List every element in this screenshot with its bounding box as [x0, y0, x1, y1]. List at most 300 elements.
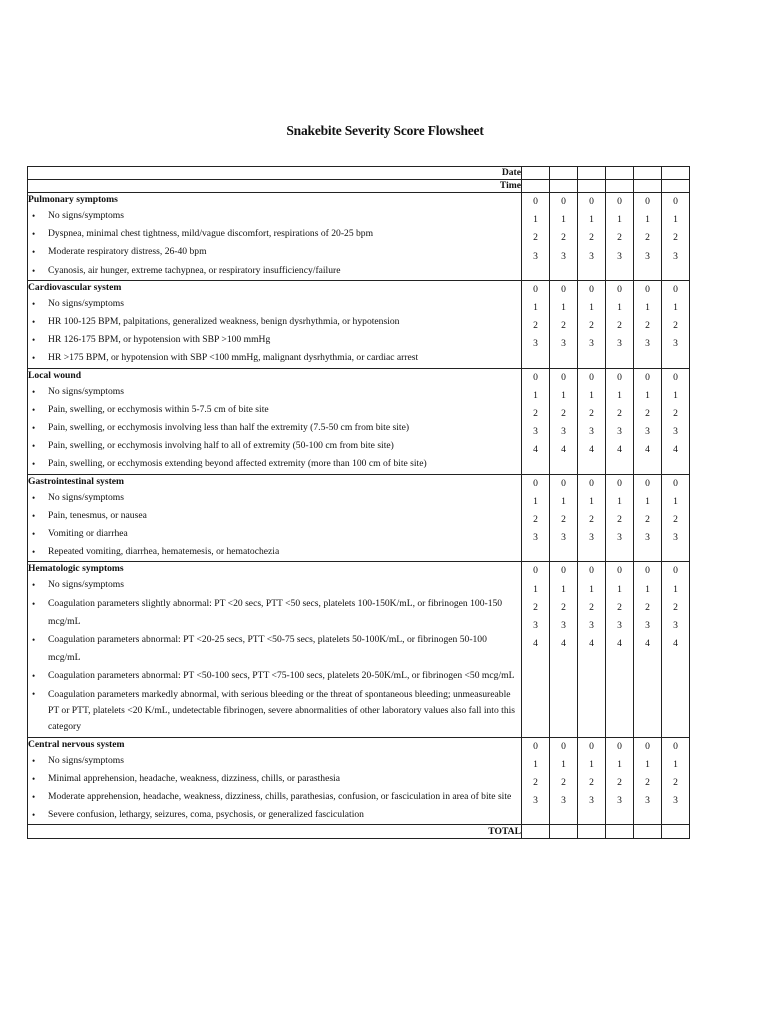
time-row — [28, 180, 690, 193]
criteria-text: No signs/symptoms — [48, 385, 124, 397]
score-option[interactable]: 2 — [589, 232, 594, 244]
date-entry-cell[interactable] — [634, 167, 662, 180]
criteria-item — [28, 243, 521, 261]
score-option[interactable]: 3 — [533, 426, 538, 438]
score-column-cell[interactable] — [550, 368, 578, 474]
score-option[interactable]: 1 — [645, 302, 650, 313]
bullet-icon: • — [32, 492, 36, 503]
time-entry-cell[interactable] — [662, 180, 690, 193]
score-option[interactable]: 2 — [673, 777, 678, 789]
score-option[interactable]: 2 — [645, 408, 650, 419]
score-column-cell[interactable] — [550, 737, 578, 825]
section-local-wound — [28, 368, 690, 474]
score-column-cell[interactable] — [606, 737, 634, 825]
score-option[interactable]: 3 — [617, 426, 622, 438]
score-column-cell[interactable] — [662, 368, 690, 474]
criteria-item — [28, 225, 521, 243]
score-option[interactable]: 3 — [533, 620, 538, 632]
score-option[interactable]: 3 — [533, 250, 538, 262]
time-label: Time — [28, 180, 522, 193]
score-option[interactable]: 0 — [589, 477, 594, 489]
bullet-icon: • — [32, 335, 36, 346]
score-option[interactable]: 0 — [533, 565, 538, 577]
bullet-icon: • — [32, 441, 36, 452]
section-criteria-cell — [28, 280, 522, 368]
score-option[interactable]: 3 — [673, 532, 678, 544]
score-option[interactable]: 4 — [561, 638, 566, 650]
score-option[interactable]: 0 — [645, 740, 650, 752]
score-option[interactable]: 1 — [561, 302, 566, 313]
score-option[interactable]: 0 — [617, 196, 622, 207]
score-option[interactable]: 0 — [533, 283, 538, 295]
score-option[interactable]: 2 — [673, 601, 678, 613]
score-option[interactable]: 4 — [589, 638, 594, 650]
score-option[interactable]: 1 — [589, 214, 594, 226]
time-entry-cell[interactable] — [578, 180, 606, 193]
score-column-cell[interactable] — [522, 368, 550, 474]
score-option[interactable]: 2 — [617, 514, 622, 526]
bullet-icon: • — [32, 792, 36, 803]
score-option[interactable]: 0 — [673, 371, 678, 383]
score-column-cell[interactable] — [578, 280, 606, 368]
score-option[interactable]: 0 — [589, 740, 594, 752]
bullet-icon: • — [32, 671, 36, 682]
date-entry-cell[interactable] — [522, 167, 550, 180]
time-entry-cell[interactable] — [522, 180, 550, 193]
score-option[interactable]: 0 — [673, 565, 678, 577]
score-option[interactable]: 1 — [589, 389, 594, 401]
criteria-text: HR 126-175 BPM, or hypotension with SBP >100 mmHg — [48, 334, 271, 346]
criteria-text: No signs/symptoms — [48, 754, 124, 766]
date-entry-cell[interactable] — [550, 167, 578, 180]
score-column-cell[interactable] — [662, 737, 690, 825]
score-option[interactable]: 0 — [617, 740, 622, 752]
score-option[interactable]: 3 — [645, 250, 650, 262]
total-entry-cell[interactable] — [550, 825, 578, 839]
score-column-cell[interactable] — [522, 474, 550, 562]
section-criteria-cell — [28, 474, 522, 562]
score-option[interactable]: 2 — [617, 320, 622, 332]
score-option[interactable]: 0 — [561, 196, 566, 207]
score-option[interactable]: 1 — [645, 389, 650, 401]
score-option[interactable]: 1 — [617, 389, 622, 401]
score-column-cell[interactable] — [634, 474, 662, 562]
section-cns — [28, 737, 690, 825]
score-option[interactable]: 4 — [589, 444, 594, 456]
section-criteria-cell — [28, 368, 522, 474]
criteria-item — [28, 667, 521, 685]
score-option[interactable]: 1 — [561, 214, 566, 226]
score-column-cell[interactable] — [634, 562, 662, 737]
score-option[interactable]: 4 — [673, 638, 678, 650]
criteria-text: Coagulation parameters slightly abnormal: PT <20 secs, PTT <50 secs, platelets 100-150K/mL, or fibrinogen 100-150 mcg/mL — [48, 597, 503, 627]
date-row — [28, 167, 690, 180]
score-option[interactable]: 0 — [617, 565, 622, 577]
score-option[interactable]: 1 — [645, 495, 650, 507]
score-option[interactable]: 0 — [561, 565, 566, 577]
score-column-cell[interactable] — [662, 474, 690, 562]
bullet-icon: • — [32, 298, 36, 309]
score-option[interactable]: 2 — [561, 601, 566, 613]
section-pulmonary — [28, 193, 690, 281]
score-option[interactable]: 3 — [533, 338, 538, 350]
score-column-cell[interactable] — [550, 280, 578, 368]
score-column-cell[interactable] — [634, 737, 662, 825]
score-option[interactable]: 2 — [561, 514, 566, 526]
score-option[interactable]: 3 — [617, 338, 622, 350]
score-column-cell[interactable] — [578, 562, 606, 737]
criteria-item — [28, 576, 521, 594]
score-option[interactable]: 1 — [645, 214, 650, 226]
bullet-icon: • — [32, 547, 36, 558]
score-option[interactable]: 1 — [617, 214, 622, 226]
score-option[interactable]: 0 — [645, 565, 650, 577]
score-option[interactable]: 2 — [673, 514, 678, 526]
criteria-text: HR >175 BPM, or hypotension with SBP <100 mmHg, malignant dysrhythmia, or cardiac arrest — [48, 352, 419, 364]
criteria-text: Pain, swelling, or ecchymosis involving half to all of extremity (50-100 cm from bite site) — [48, 440, 394, 452]
score-option[interactable]: 3 — [673, 426, 678, 438]
criteria-text: No signs/symptoms — [48, 210, 124, 221]
score-option[interactable]: 0 — [589, 565, 594, 577]
score-option[interactable]: 3 — [589, 426, 594, 438]
score-option[interactable]: 2 — [589, 601, 594, 613]
score-option[interactable]: 2 — [645, 777, 650, 789]
score-option[interactable]: 1 — [673, 214, 678, 226]
score-option[interactable]: 2 — [589, 408, 594, 419]
criteria-item — [28, 489, 521, 507]
score-option[interactable]: 0 — [561, 283, 566, 295]
score-option[interactable]: 3 — [561, 532, 566, 544]
score-option[interactable]: 2 — [617, 601, 622, 613]
score-option[interactable]: 2 — [561, 320, 566, 332]
bullet-icon: • — [32, 598, 36, 609]
section-title: Hematologic symptoms — [28, 563, 124, 575]
score-option[interactable]: 4 — [533, 638, 538, 650]
score-option[interactable]: 2 — [617, 232, 622, 244]
score-option[interactable]: 0 — [617, 477, 622, 489]
score-option[interactable]: 3 — [645, 532, 650, 544]
section-gastrointestinal — [28, 474, 690, 562]
criteria-text: Pain, swelling, or ecchymosis involving less than half the extremity (7.5-50 cm from bite site) — [48, 422, 410, 434]
score-option[interactable]: 2 — [533, 408, 538, 419]
score-column-cell[interactable] — [550, 474, 578, 562]
score-option[interactable]: 3 — [533, 532, 538, 544]
score-option[interactable]: 0 — [561, 371, 566, 383]
score-column-cell[interactable] — [662, 193, 690, 281]
score-option[interactable]: 1 — [589, 302, 594, 313]
criteria-text: No signs/symptoms — [48, 297, 124, 309]
score-column-cell[interactable] — [578, 474, 606, 562]
score-option[interactable]: 2 — [533, 320, 538, 332]
score-option[interactable]: 1 — [533, 758, 538, 770]
score-option[interactable]: 2 — [589, 320, 594, 332]
score-column-cell[interactable] — [606, 193, 634, 281]
score-option[interactable]: 2 — [673, 320, 678, 332]
bullet-icon: • — [32, 353, 36, 364]
score-option[interactable]: 3 — [617, 795, 622, 807]
criteria-text: Minimal apprehension, headache, weakness, dizziness, chills, or parasthesia — [48, 772, 340, 784]
criteria-item — [28, 295, 521, 313]
score-option[interactable]: 3 — [673, 250, 678, 262]
score-option[interactable]: 3 — [589, 620, 594, 632]
score-option[interactable]: 3 — [589, 795, 594, 807]
criteria-item — [28, 788, 521, 806]
criteria-item — [28, 525, 521, 543]
bullet-icon: • — [32, 317, 36, 328]
score-option[interactable]: 3 — [533, 795, 538, 807]
score-option[interactable]: 1 — [561, 758, 566, 770]
date-entry-cell[interactable] — [606, 167, 634, 180]
score-option[interactable]: 1 — [673, 758, 678, 770]
criteria-text: No signs/symptoms — [48, 579, 124, 591]
time-entry-cell[interactable] — [634, 180, 662, 193]
score-option[interactable]: 2 — [589, 514, 594, 526]
score-option[interactable]: 2 — [645, 232, 650, 244]
score-option[interactable]: 1 — [617, 302, 622, 313]
score-option[interactable]: 0 — [589, 283, 594, 295]
criteria-text: No signs/symptoms — [48, 491, 124, 503]
criteria-item — [28, 631, 521, 667]
criteria-item — [28, 419, 521, 437]
total-entry-cell[interactable] — [522, 825, 550, 839]
score-column-cell[interactable] — [522, 562, 550, 737]
score-option[interactable]: 2 — [645, 320, 650, 332]
score-option[interactable]: 4 — [645, 638, 650, 650]
score-column-cell[interactable] — [522, 737, 550, 825]
bullet-icon: • — [32, 529, 36, 540]
score-option[interactable]: 3 — [589, 250, 594, 262]
section-title: Pulmonary symptoms — [28, 194, 118, 205]
score-option[interactable]: 1 — [561, 495, 566, 507]
criteria-item — [28, 455, 521, 473]
score-option[interactable]: 2 — [533, 514, 538, 526]
score-option[interactable]: 3 — [645, 426, 650, 438]
score-option[interactable]: 3 — [561, 250, 566, 262]
criteria-item — [28, 331, 521, 349]
score-option[interactable]: 1 — [589, 495, 594, 507]
bullet-icon: • — [32, 404, 36, 415]
total-row — [28, 825, 690, 839]
score-column-cell[interactable] — [550, 193, 578, 281]
criteria-item — [28, 507, 521, 525]
criteria-item — [28, 686, 521, 737]
section-title: Local wound — [28, 369, 82, 381]
date-label: Date — [28, 167, 522, 180]
score-option[interactable]: 2 — [561, 408, 566, 419]
criteria-text: Vomiting or diarrhea — [48, 528, 128, 540]
bullet-icon: • — [32, 773, 36, 784]
score-option[interactable]: 0 — [589, 196, 594, 207]
criteria-text: HR 100-125 BPM, palpitations, generalized weakness, benign dysrhythmia, or hypotension — [48, 316, 400, 328]
score-column-cell[interactable] — [606, 280, 634, 368]
score-option[interactable]: 1 — [533, 495, 538, 507]
criteria-item — [28, 770, 521, 788]
score-option[interactable]: 1 — [533, 214, 538, 226]
score-option[interactable]: 0 — [645, 283, 650, 295]
total-label: TOTAL — [28, 825, 522, 839]
criteria-text: Moderate respiratory distress, 26-40 bpm — [48, 246, 207, 258]
score-option[interactable]: 3 — [561, 620, 566, 632]
score-column-cell[interactable] — [550, 562, 578, 737]
score-option[interactable]: 0 — [617, 371, 622, 383]
date-entry-cell[interactable] — [578, 167, 606, 180]
score-option[interactable]: 3 — [645, 338, 650, 350]
criteria-text: Coagulation parameters abnormal: PT <50-100 secs, PTT <75-100 secs, platelets 20-50K/mL, or fibrinogen <50 mcg/mL — [48, 670, 515, 682]
total-entry-cell[interactable] — [606, 825, 634, 839]
criteria-text: Pain, swelling, or ecchymosis within 5-7.5 cm of bite site — [48, 403, 269, 415]
section-title: Cardiovascular system — [28, 281, 122, 293]
score-column-cell[interactable] — [662, 280, 690, 368]
score-option[interactable]: 3 — [617, 250, 622, 262]
score-option[interactable]: 1 — [617, 758, 622, 770]
score-option[interactable]: 4 — [617, 638, 622, 650]
time-entry-cell[interactable] — [550, 180, 578, 193]
score-option[interactable]: 0 — [617, 283, 622, 295]
score-column-cell[interactable] — [634, 368, 662, 474]
score-option[interactable]: 1 — [589, 758, 594, 770]
criteria-item — [28, 437, 521, 455]
score-option[interactable]: 2 — [533, 601, 538, 613]
criteria-text: Dyspnea, minimal chest tightness, mild/vague discomfort, respirations of 20-25 bpm — [48, 228, 374, 240]
score-option[interactable]: 1 — [533, 302, 538, 313]
score-column-cell[interactable] — [662, 562, 690, 737]
score-option[interactable]: 3 — [645, 795, 650, 807]
score-column-cell[interactable] — [578, 737, 606, 825]
score-option[interactable]: 1 — [561, 583, 566, 595]
section-criteria-cell — [28, 562, 522, 737]
bullet-icon: • — [32, 229, 36, 240]
score-option[interactable]: 2 — [533, 777, 538, 789]
score-option[interactable]: 0 — [645, 196, 650, 207]
total-entry-cell[interactable] — [662, 825, 690, 839]
score-option[interactable]: 3 — [673, 795, 678, 807]
score-option[interactable]: 1 — [673, 302, 678, 313]
section-criteria-cell — [28, 193, 522, 281]
score-option[interactable]: 4 — [645, 444, 650, 456]
criteria-text: Cyanosis, air hunger, extreme tachypnea, or respiratory insufficiency/failure — [48, 264, 341, 276]
score-option[interactable]: 4 — [533, 444, 538, 456]
criteria-text: Pain, swelling, or ecchymosis extending beyond affected extremity (more than 100 cm of bite site) — [48, 458, 427, 470]
score-option[interactable]: 2 — [561, 777, 566, 789]
criteria-item — [28, 543, 521, 561]
score-option[interactable]: 0 — [533, 196, 538, 207]
score-option[interactable]: 4 — [673, 444, 678, 456]
date-entry-cell[interactable] — [662, 167, 690, 180]
score-option[interactable]: 4 — [617, 444, 622, 456]
score-option[interactable]: 0 — [673, 283, 678, 295]
score-option[interactable]: 1 — [673, 583, 678, 595]
score-option[interactable]: 0 — [533, 371, 538, 383]
score-column-cell[interactable] — [522, 193, 550, 281]
score-column-cell[interactable] — [578, 368, 606, 474]
criteria-text: Coagulation parameters markedly abnormal, with serious bleeding or the threat of spontaneous bleeding; unmeasureable PT or PTT, platelets <20 K/mL, undetectable fibrinogen, severe abnormalities of other laboratory values also fall into this category — [48, 688, 516, 732]
score-option[interactable]: 0 — [645, 371, 650, 383]
score-column-cell[interactable] — [606, 562, 634, 737]
bullet-icon: • — [32, 755, 36, 766]
score-option[interactable]: 3 — [561, 338, 566, 350]
score-option[interactable]: 2 — [617, 408, 622, 419]
score-option[interactable]: 2 — [589, 777, 594, 789]
bullet-icon: • — [32, 459, 36, 470]
score-option[interactable]: 2 — [561, 232, 566, 244]
score-option[interactable]: 3 — [645, 620, 650, 632]
score-option[interactable]: 3 — [673, 620, 678, 632]
score-option[interactable]: 2 — [617, 777, 622, 789]
criteria-item — [28, 401, 521, 419]
score-option[interactable]: 3 — [561, 795, 566, 807]
criteria-item — [28, 349, 521, 367]
score-option[interactable]: 3 — [617, 620, 622, 632]
score-option[interactable]: 2 — [533, 232, 538, 244]
score-option[interactable]: 1 — [617, 495, 622, 507]
page-title: Snakebite Severity Score Flowsheet — [286, 123, 484, 138]
criteria-text: Severe confusion, lethargy, seizures, coma, psychosis, or generalized fasciculation — [48, 809, 364, 821]
score-option[interactable]: 0 — [589, 371, 594, 383]
score-column-cell[interactable] — [634, 193, 662, 281]
score-option[interactable]: 1 — [645, 583, 650, 595]
criteria-item — [28, 595, 521, 631]
score-option[interactable]: 3 — [561, 426, 566, 438]
score-option[interactable]: 3 — [617, 532, 622, 544]
criteria-item — [28, 313, 521, 331]
score-option[interactable]: 1 — [673, 389, 678, 401]
score-option[interactable]: 3 — [673, 338, 678, 350]
bullet-icon: • — [32, 247, 36, 258]
criteria-item — [28, 207, 521, 225]
score-column-cell[interactable] — [578, 193, 606, 281]
total-entry-cell[interactable] — [578, 825, 606, 839]
score-option[interactable]: 1 — [645, 758, 650, 770]
criteria-item — [28, 752, 521, 770]
score-option[interactable]: 1 — [673, 495, 678, 507]
score-option[interactable]: 0 — [673, 477, 678, 489]
score-option[interactable]: 0 — [673, 740, 678, 752]
score-column-cell[interactable] — [522, 280, 550, 368]
score-option[interactable]: 1 — [533, 389, 538, 401]
score-column-cell[interactable] — [606, 474, 634, 562]
score-option[interactable]: 2 — [673, 408, 678, 419]
score-option[interactable]: 3 — [589, 532, 594, 544]
score-option[interactable]: 2 — [645, 601, 650, 613]
score-option[interactable]: 1 — [561, 389, 566, 401]
score-option[interactable]: 0 — [673, 196, 678, 207]
score-option[interactable]: 0 — [533, 477, 538, 489]
score-option[interactable]: 4 — [561, 444, 566, 456]
score-option[interactable]: 2 — [673, 232, 678, 244]
score-option[interactable]: 3 — [589, 338, 594, 350]
score-option[interactable]: 0 — [561, 477, 566, 489]
total-entry-cell[interactable] — [634, 825, 662, 839]
score-column-cell[interactable] — [606, 368, 634, 474]
score-column-cell[interactable] — [634, 280, 662, 368]
section-title: Central nervous system — [28, 738, 125, 750]
bullet-icon: • — [32, 810, 36, 821]
score-option[interactable]: 0 — [533, 740, 538, 752]
severity-flowsheet-table — [27, 166, 690, 839]
bullet-icon: • — [32, 688, 36, 699]
score-option[interactable]: 1 — [617, 583, 622, 595]
score-option[interactable]: 2 — [645, 514, 650, 526]
time-entry-cell[interactable] — [606, 180, 634, 193]
criteria-item — [28, 383, 521, 401]
bullet-icon: • — [32, 265, 36, 276]
score-option[interactable]: 1 — [533, 583, 538, 595]
score-option[interactable]: 0 — [561, 740, 566, 752]
criteria-item — [28, 806, 521, 824]
score-option[interactable]: 0 — [645, 477, 650, 489]
section-title: Gastrointestinal system — [28, 475, 125, 487]
score-option[interactable]: 1 — [589, 583, 594, 595]
